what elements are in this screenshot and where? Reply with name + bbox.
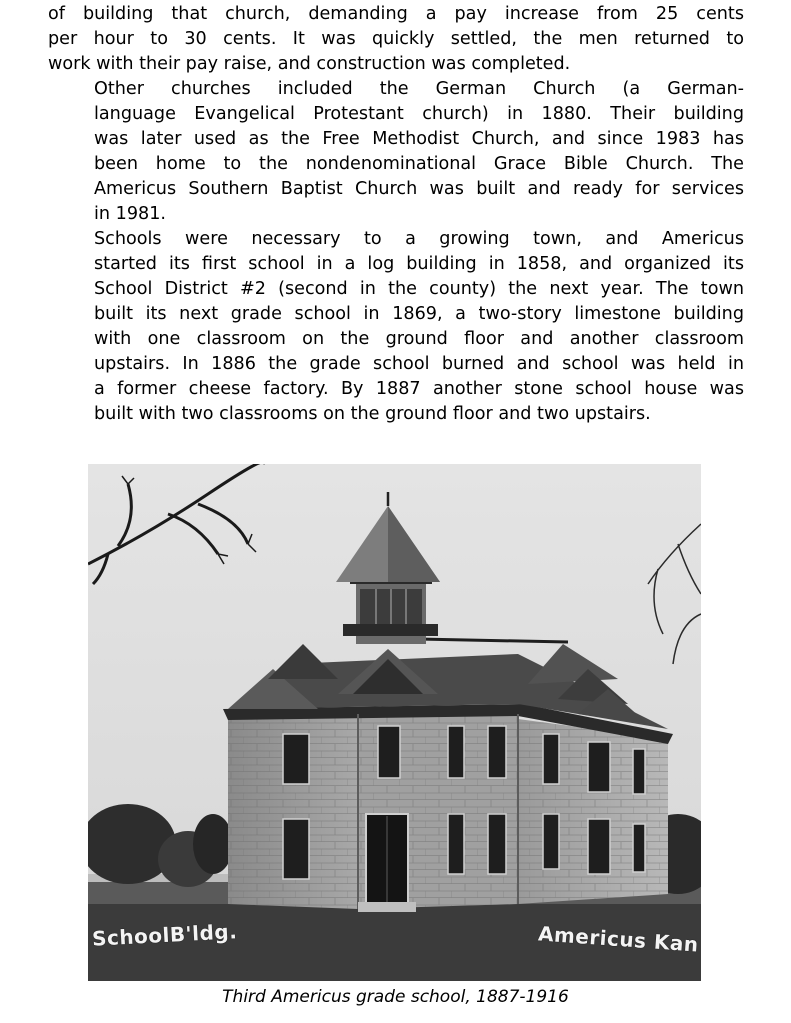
text-line: was later used as the Free Methodist Church, and since 1983 has — [94, 129, 744, 149]
paragraph — [48, 77, 744, 227]
text-line: built its next grade school in 1869, a two-story limestone building — [94, 304, 744, 324]
text-line: Schools were necessary to a growing town, and Americus — [94, 229, 744, 249]
text-line: Americus Southern Baptist Church was built and ready for services — [94, 179, 744, 199]
text-line: language Evangelical Protestant church) in 1880. Their building — [94, 104, 744, 124]
photo-caption: Third Americus grade school, 1887-1916 — [222, 987, 569, 1007]
text-line: Other churches included the German Church (a German- — [94, 79, 744, 99]
school-building-image — [88, 464, 701, 981]
text-line: School District #2 (second in the county) the next year. The town — [94, 279, 744, 299]
text-line: upstairs. In 1886 the grade school burned and school was held in — [94, 354, 744, 374]
text-line: work with their pay raise, and construction was completed. — [48, 54, 571, 74]
text-line: built with two classrooms on the ground floor and two upstairs. — [94, 404, 651, 424]
text-line: in 1981. — [94, 204, 166, 224]
text-line: started its first school in a log building in 1858, and organized its — [94, 254, 744, 274]
photo-label-left: SchoolB'ldg. — [91, 919, 238, 951]
paragraph — [48, 227, 744, 427]
body-text — [48, 0, 744, 427]
school-photo — [88, 464, 701, 981]
text-line: with one classroom on the ground floor and another classroom — [94, 329, 744, 349]
page — [48, 0, 744, 427]
text-line: been home to the nondenominational Grace Bible Church. The — [94, 154, 744, 174]
paragraph — [48, 2, 744, 77]
photo-label-right: Americus Kan — [537, 921, 700, 957]
text-line: per hour to 30 cents. It was quickly settled, the men returned to — [48, 29, 744, 49]
text-line: of building that church, demanding a pay increase from 25 cents — [48, 4, 744, 24]
text-line: a former cheese factory. By 1887 another stone school house was — [94, 379, 744, 399]
